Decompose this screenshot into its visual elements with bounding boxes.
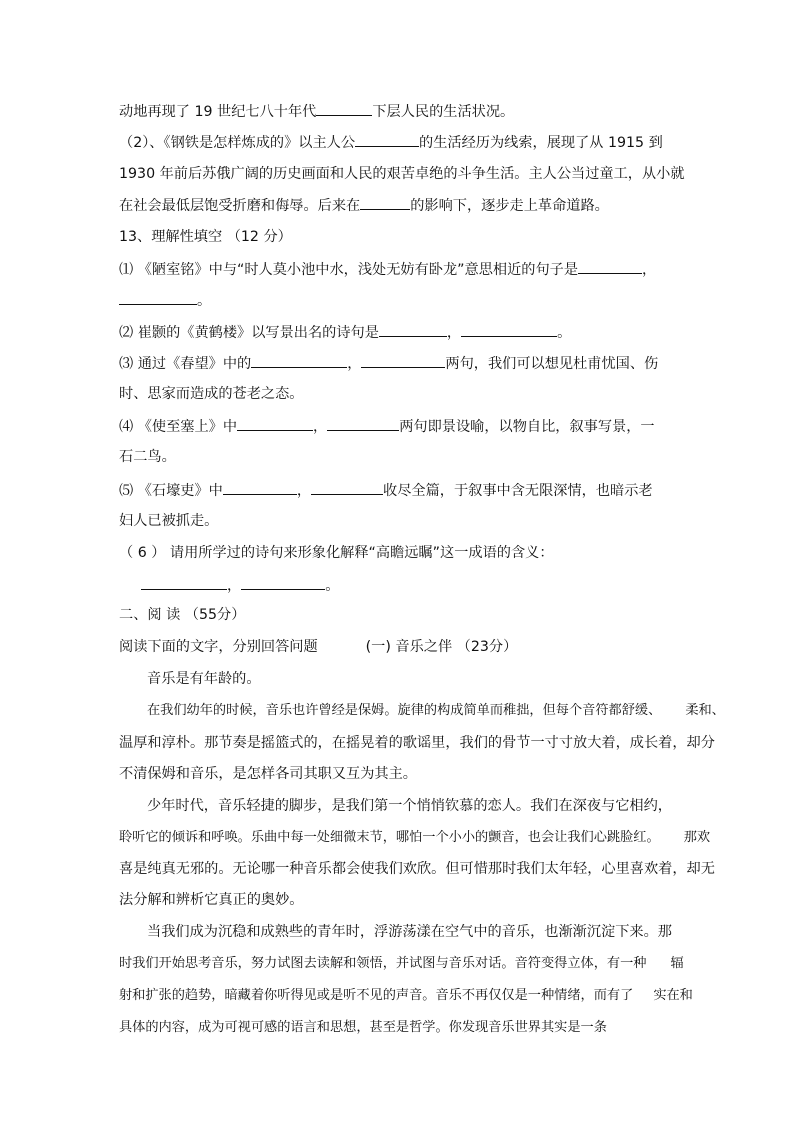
text-fragment: ⑸ 《石壕吏》中 [119, 483, 223, 499]
blank-line [316, 101, 372, 116]
article-line: 温厚和淳朴。那节奏是摇篮式的，在摇晃着的歌谣里，我们的骨节一寸寸放大着，成长着，却分 [119, 735, 715, 751]
text-fragment: （2）、《钢铁是怎样炼成的》以主人公 [119, 135, 356, 151]
question-item [119, 353, 658, 374]
text-fragment: ⑷ 《使至塞上》中 [119, 419, 238, 435]
blank-line [241, 575, 325, 590]
text-fragment: 聆听它的倾诉和呼唤。乐曲中每一处细微末节，哪怕一个小小的颤音，也会让我们心跳脸红。 [119, 830, 660, 845]
question-item [141, 575, 339, 596]
article-line: 少年时代，音乐轻捷的脚步，是我们第一个悄悄钦慕的恋人。我们在深夜与它相约， [147, 798, 672, 814]
text-fragment: 的生活经历为线索，展现了从 1915 到 [419, 135, 663, 151]
text-fragment: 收尽全篇，于叙事中含无限深情，也暗示老 [383, 483, 653, 499]
question-item [119, 290, 211, 311]
text-fragment: 那欢 [683, 830, 711, 845]
question-item [119, 416, 655, 437]
article-line [119, 986, 693, 1006]
text-fragment: 。 [557, 325, 572, 341]
text-fragment: 实在和 [653, 988, 693, 1003]
article-line [119, 828, 710, 848]
text-fragment: 阅读下面的文字，分别回答问题 [119, 639, 318, 655]
text-fragment: 动地再现了 19 世纪七八十年代 [119, 104, 317, 120]
text-fragment: ， [296, 483, 312, 499]
text-fragment: 辐 [670, 956, 684, 971]
blank-line [578, 259, 642, 274]
text-fragment: 时我们开始思考音乐，努力试图去读解和领悟，并试图与音乐对话。音符变得立体，有一种 [119, 956, 647, 971]
question-item [119, 259, 656, 280]
article-line: 不清保姆和音乐，是怎样各司其职又互为其主。 [119, 766, 417, 782]
blank-line [461, 322, 557, 337]
blank-line [311, 480, 383, 495]
text-fragment: ⑶ 通过《春望》中的 [119, 356, 252, 372]
blank-line [251, 353, 347, 368]
text-fragment: 两句即景设喻，以物自比，叙事写景，一 [399, 419, 655, 435]
text-fragment: 两句，我们可以想见杜甫忧国、伤 [445, 356, 659, 372]
text-fragment: ⑴ 《陋室铭》中与“时人莫小池中水，浅处无妨有卧龙”意思相近的句子是 [119, 262, 579, 278]
section-intro [119, 637, 517, 657]
subsection-title: (一) 音乐之伴 （23分） [365, 639, 518, 655]
text-line: 1930 年前后苏俄广阔的历史画面和人民的艰苦卓绝的斗争生活。主人公当过童工，从小就 [119, 166, 685, 182]
blank-line [237, 416, 313, 431]
text-fragment: ， [642, 262, 657, 278]
text-fragment: 下层人民的生活状况。 [372, 104, 515, 120]
blank-line [355, 132, 419, 147]
question-item: 石二鸟。 [119, 449, 176, 465]
text-fragment: ， [313, 419, 328, 435]
question-item: 妇人已被抓走。 [119, 513, 219, 529]
question-item: 时、思家而造成的苍老之态。 [119, 386, 304, 402]
blank-line [379, 322, 447, 337]
text-line [119, 132, 663, 153]
blank-line [141, 575, 227, 590]
text-fragment: ， [446, 325, 462, 341]
blank-line [223, 480, 297, 495]
blank-line [119, 290, 197, 305]
blank-line [361, 353, 445, 368]
text-line [119, 195, 609, 216]
article-line: 法分解和辨析它真正的奥妙。 [119, 892, 304, 908]
text-fragment: 在社会最低层饱受折磨和侮辱。后来在 [119, 198, 361, 214]
text-line [119, 101, 514, 122]
article-line: 当我们成为沉稳和成熟些的青年时，浮游荡漾在空气中的音乐，也渐渐沉淀下来。那 [147, 924, 672, 940]
question-item [119, 480, 653, 501]
article-line [119, 954, 684, 974]
text-fragment: ， [347, 356, 362, 372]
text-fragment: 。 [325, 578, 340, 594]
question-item: （ 6 ） 请用所学过的诗句来形象化解释“高瞻远瞩”这一成语的含义： [119, 545, 554, 561]
text-fragment: ， [227, 578, 242, 594]
article-line: 喜是纯真无邪的。无论哪一种音乐都会使我们欢欣。但可惜那时我们太年轻，心里喜欢着，却无 [119, 861, 715, 877]
question-item [119, 322, 571, 343]
blank-line [360, 195, 410, 210]
question-title: 13、理解性填空 （12 分） [119, 229, 292, 245]
text-fragment: 。 [197, 293, 212, 309]
article-line: 具体的内容，成为可视可感的语言和思想，甚至是哲学。你发现音乐世界其实是一条 [119, 1020, 607, 1035]
text-fragment: 柔和、 [685, 703, 725, 718]
article-line: 音乐是有年龄的。 [147, 671, 261, 687]
section-title: 二、阅 读 （55分） [119, 607, 246, 623]
text-fragment: 在我们幼年的时候，音乐也许曾经是保姆。旋律的构成简单而稚拙，但每个音符都舒缓、 [147, 703, 662, 718]
text-fragment: 的影响下，逐步走上革命道路。 [410, 198, 609, 214]
article-line [147, 701, 725, 721]
blank-line [327, 416, 399, 431]
text-fragment: 射和扩张的趋势，暗藏着你听得见或是听不见的声音。音乐不再仅仅是一种情绪，而有了 [119, 988, 634, 1003]
text-fragment: ⑵ 崔颢的《黄鹤楼》以写景出名的诗句是 [119, 325, 379, 341]
